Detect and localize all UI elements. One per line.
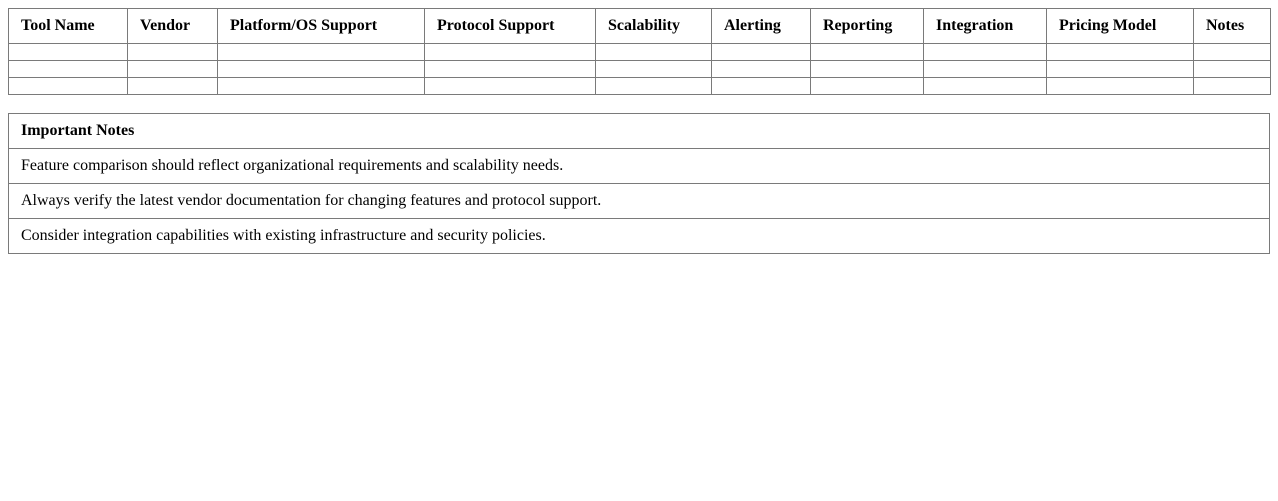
table-cell [1047,78,1194,95]
table-cell [425,44,596,61]
table-cell [9,61,128,78]
table-cell [1047,61,1194,78]
note-text: Always verify the latest vendor documentation for changing features and protocol support. [9,184,1270,219]
header-integration: Integration [924,9,1047,44]
table-cell [9,78,128,95]
notes-header-row [9,114,1270,149]
header-notes: Notes [1194,9,1271,44]
table-cell [218,44,425,61]
list-item [9,219,1270,254]
header-tool-name: Tool Name [9,9,128,44]
header-platform-os-support: Platform/OS Support [218,9,425,44]
header-alerting: Alerting [712,9,811,44]
table-header-row [9,9,1271,44]
header-pricing-model: Pricing Model [1047,9,1194,44]
tool-comparison-table [8,8,1271,95]
header-vendor: Vendor [128,9,218,44]
table-cell [712,61,811,78]
table-cell [128,61,218,78]
table-cell [924,78,1047,95]
table-cell [596,44,712,61]
header-scalability: Scalability [596,9,712,44]
table-row [9,61,1271,78]
table-cell [924,44,1047,61]
table-cell [712,44,811,61]
table-cell [596,61,712,78]
table-cell [924,61,1047,78]
table-cell [811,78,924,95]
table-cell [128,44,218,61]
note-text: Consider integration capabilities with existing infrastructure and security policies. [9,219,1270,254]
table-cell [811,61,924,78]
table-cell [1194,61,1271,78]
table-cell [1047,44,1194,61]
important-notes-table [8,113,1270,254]
table-cell [9,44,128,61]
table-cell [128,78,218,95]
note-text: Feature comparison should reflect organizational requirements and scalability needs. [9,149,1270,184]
list-item [9,149,1270,184]
table-cell [811,44,924,61]
notes-title: Important Notes [9,114,1270,149]
table-cell [1194,44,1271,61]
table-row [9,44,1271,61]
document-body [8,8,1270,254]
table-row [9,78,1271,95]
table-cell [596,78,712,95]
table-cell [1194,78,1271,95]
header-reporting: Reporting [811,9,924,44]
table-cell [425,61,596,78]
table-cell [425,78,596,95]
table-cell [218,61,425,78]
table-cell [218,78,425,95]
list-item [9,184,1270,219]
header-protocol-support: Protocol Support [425,9,596,44]
table-cell [712,78,811,95]
